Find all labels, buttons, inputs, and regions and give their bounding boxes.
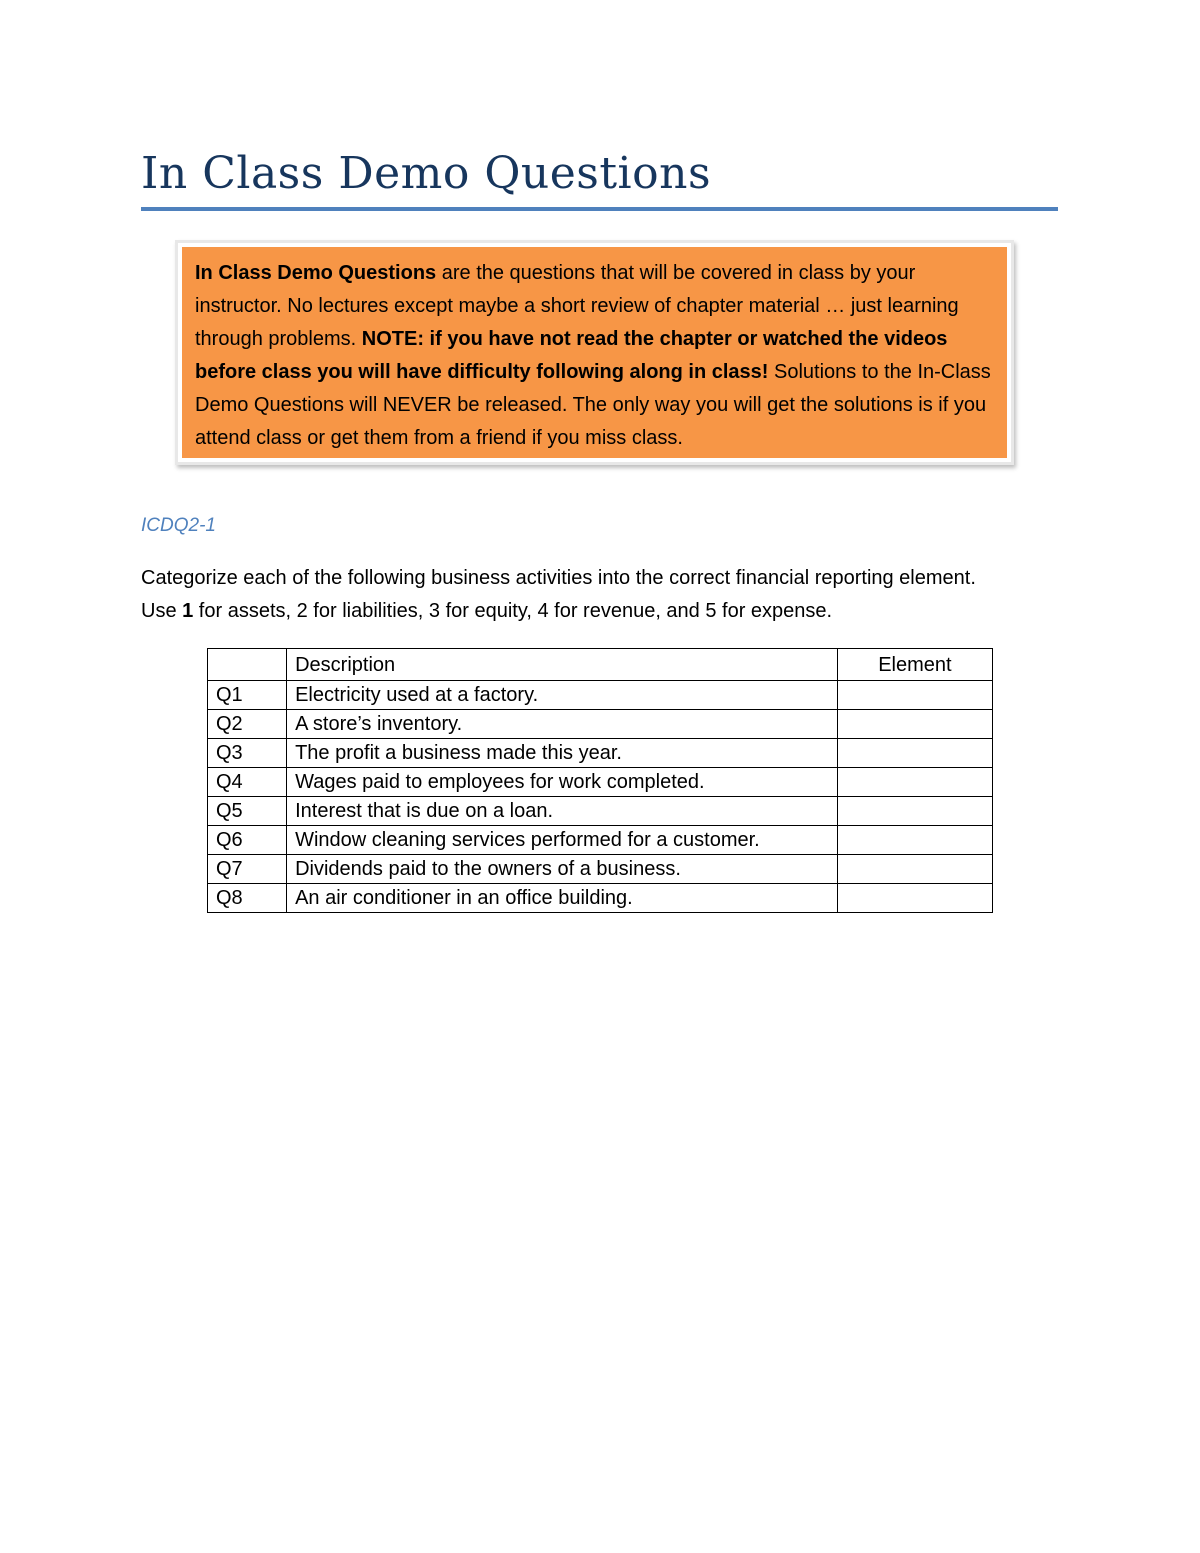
row-description: Dividends paid to the owners of a business. [287, 855, 838, 884]
page-title: In Class Demo Questions [141, 148, 712, 199]
row-element-answer[interactable] [837, 710, 992, 739]
row-id: Q5 [208, 797, 287, 826]
table-row [208, 739, 993, 768]
row-element-answer[interactable] [837, 739, 992, 768]
header-description-cell: Description [287, 649, 838, 681]
table-header-row [208, 649, 993, 681]
instructions [141, 562, 1101, 628]
instructions-line-2 [141, 595, 1101, 628]
table-row [208, 710, 993, 739]
note-bold-lead: In Class Demo Questions [195, 262, 437, 284]
row-description: Electricity used at a factory. [287, 681, 838, 710]
note-text-part-1: are the questions that will be covered in class by your instructor. No lectures except maybe a short review of chapter material … just learning through problems. [195, 262, 959, 350]
row-description: Window cleaning services performed for a customer. [287, 826, 838, 855]
row-element-answer[interactable] [837, 826, 992, 855]
instructions-line-1: Categorize each of the following business activities into the correct financial reporting element. [141, 567, 976, 589]
questions-table [207, 648, 993, 913]
table-row [208, 884, 993, 913]
row-id: Q1 [208, 681, 287, 710]
instructions-line-2-rest: for assets, 2 for liabilities, 3 for equity, 4 for revenue, and 5 for expense. [193, 600, 833, 622]
note-warning-bold: NOTE: if you have not read the chapter or watched the videos before class you will have difficulty following along in class! [195, 328, 948, 383]
table-row [208, 797, 993, 826]
row-id: Q8 [208, 884, 287, 913]
row-id: Q6 [208, 826, 287, 855]
instructions-line-2-bold: 1 [182, 600, 194, 622]
row-element-answer[interactable] [837, 797, 992, 826]
row-description: The profit a business made this year. [287, 739, 838, 768]
title-underline-rule [141, 207, 1058, 211]
row-description: An air conditioner in an office building. [287, 884, 838, 913]
row-element-answer[interactable] [837, 884, 992, 913]
row-id: Q7 [208, 855, 287, 884]
section-label: ICDQ2-1 [141, 515, 216, 536]
row-element-answer[interactable] [837, 768, 992, 797]
row-description: A store’s inventory. [287, 710, 838, 739]
row-description: Wages paid to employees for work completed. [287, 768, 838, 797]
note-text-part-2: Solutions to the In-Class Demo Questions will NEVER be released. The only way you will get the solutions is if you attend class or get them from a friend if you miss class. [195, 361, 991, 449]
row-element-answer[interactable] [837, 855, 992, 884]
row-id: Q2 [208, 710, 287, 739]
header-element-cell: Element [837, 649, 992, 681]
row-element-answer[interactable] [837, 681, 992, 710]
table-row [208, 681, 993, 710]
note-callout-box [175, 240, 1014, 465]
row-description: Interest that is due on a loan. [287, 797, 838, 826]
row-id: Q3 [208, 739, 287, 768]
table-row [208, 768, 993, 797]
instructions-line-2-prefix: Use [141, 600, 183, 622]
table-row [208, 826, 993, 855]
header-id-cell [208, 649, 287, 681]
note-callout-text [182, 247, 1007, 458]
row-id: Q4 [208, 768, 287, 797]
table-row [208, 855, 993, 884]
